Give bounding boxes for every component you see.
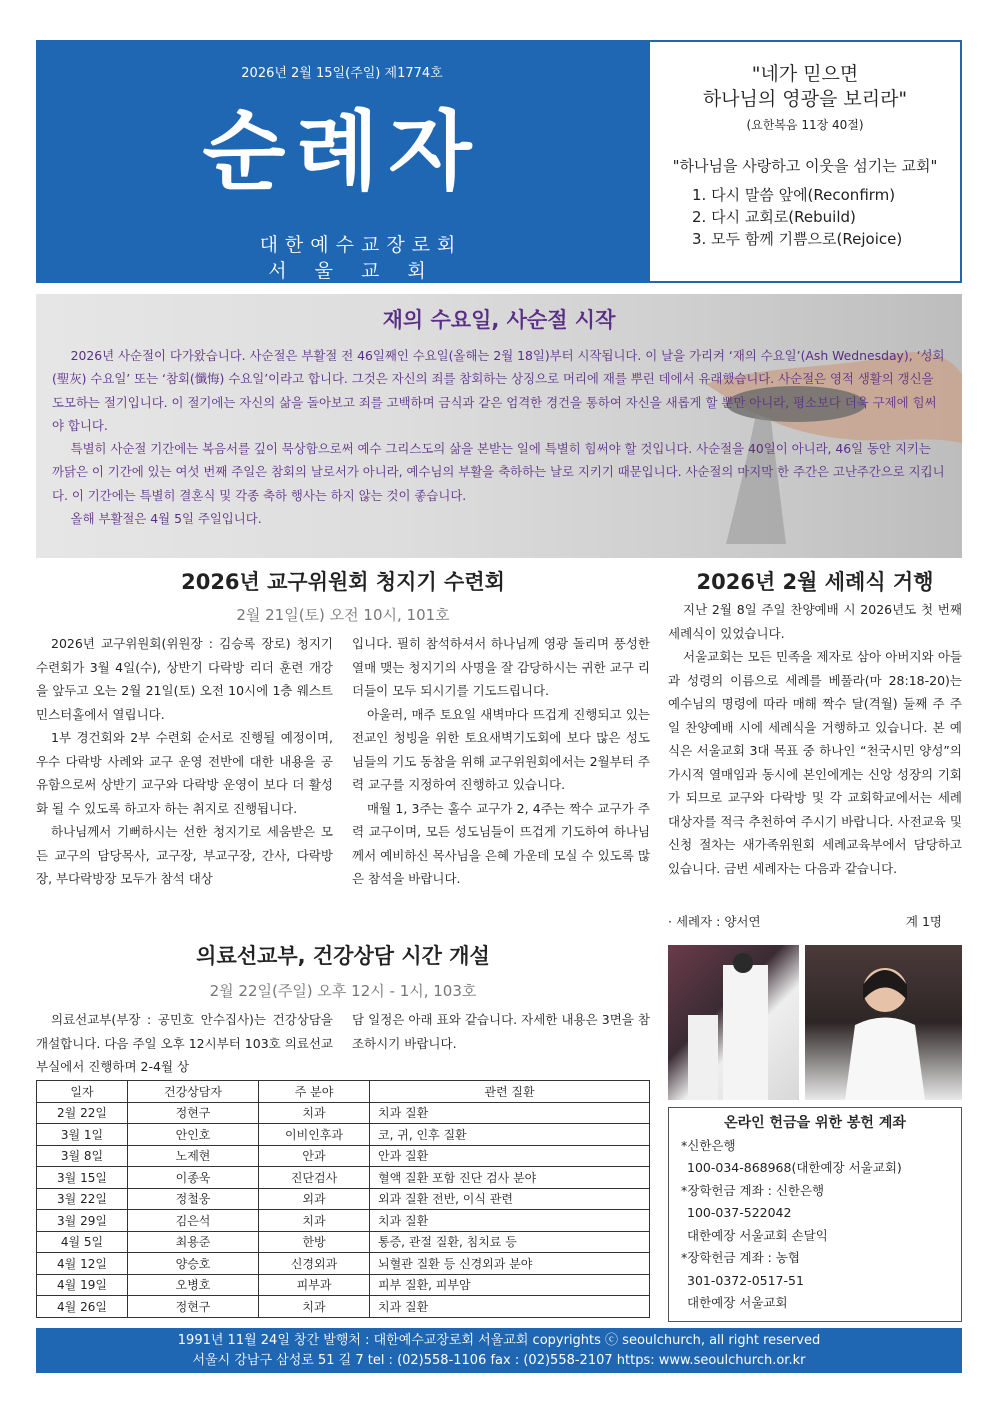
lent-banner	[36, 294, 962, 558]
paragraph: 아울러, 매주 토요일 새벽마다 뜨겁게 진행되고 있는 전교인 청빙을 위한 토요새벽기도회에 보다 많은 성도님들의 기도 동참을 위해 교구위원회에서는 2월부터 주력 교구를 지정하여 진행하고 있습니다.	[352, 706, 650, 792]
offering-line: 대한예장 서울교회	[687, 1295, 788, 1310]
table-cell: 진단검사	[259, 1167, 370, 1189]
paragraph: 지난 2월 8일 주일 찬양예배 시 2026년도 첫 번째 세례식이 있었습니다.	[668, 602, 962, 641]
table-cell: 치과	[259, 1210, 370, 1232]
goals-list	[692, 184, 960, 250]
table-cell: 정현구	[128, 1102, 259, 1124]
table-cell: 피부과	[259, 1274, 370, 1296]
paragraph: 의료선교부(부장 : 공민호 안수집사)는 건강상담을 개설합니다. 다음 주일 오후 12시부터 103호 의료선교부실에서 진행하며 2-4월 상	[36, 1012, 334, 1074]
table-cell: 치과 질환	[370, 1296, 650, 1318]
table-cell: 4월 19일	[37, 1274, 128, 1296]
medical-right-column	[352, 1008, 650, 1055]
table-cell: 안인호	[128, 1124, 259, 1146]
paragraph: 담 일정은 아래 표와 같습니다. 자세한 내용은 3면을 참조하시기 바랍니다.	[352, 1012, 650, 1051]
footer-line: 서울시 강남구 삼성로 51 길 7 tel : (02)558-1106 fax : (02)558-2107 https: www.seoulchurch.or.kr	[192, 1353, 806, 1368]
table-row	[37, 1253, 650, 1275]
retreat-title: 2026년 교구위원회 청지기 수련회	[181, 570, 505, 594]
table-cell: 혈액 질환 포함 진단 검사 분야	[370, 1167, 650, 1189]
retreat-subtitle: 2월 21일(토) 오전 10시, 101호	[236, 606, 450, 624]
medical-subtitle: 2월 22일(주일) 오후 12시 - 1시, 103호	[209, 982, 477, 1000]
newsletter-title: 순례자	[202, 102, 482, 202]
baptism-list	[668, 912, 962, 930]
table-row	[37, 1188, 650, 1210]
table-cell: 안과	[259, 1145, 370, 1167]
table-cell: 양승호	[128, 1253, 259, 1275]
paragraph: 서울교회는 모든 민족을 제자로 삼아 아버지와 아들과 성령의 이름으로 세례를 베풀라(마 28:18-20)는 예수님의 명령에 따라 매해 짝수 달(격월) 둘째 주 주일 찬양예배 시에 세례식을 거행하고 있습니다. 본 예식은 서울교회 3대 목표 중 하나인 “천국시민 양성”의 가시적 열매임과 동시에 본인에게는 신앙 성장의 기회가 되므로 교구와 다락방 및 각 교회학교에서는 세례 대상자를 적극 추천하여 주시기 바랍니다. 사전교육 및 신청 절차는 새가족위원회 세례교육부에서 담당하고 있습니다. 금번 세례자는 다음과 같습니다.	[668, 649, 962, 876]
paragraph: 1부 경건회와 2부 수련회 순서로 진행될 예정이며, 우수 다락방 사례와 교구 운영 전반에 대한 내용을 공유함으로써 상반기 교구와 다락방 운영이 보다 더 활성화 될 수 있도록 하고자 하는 취지로 진행됩니다.	[36, 730, 333, 816]
baptism-total: 계 1명	[905, 914, 942, 929]
verse-box	[648, 40, 962, 283]
table-row	[37, 1274, 650, 1296]
masthead	[36, 40, 648, 283]
banner-body	[52, 344, 946, 530]
offering-line: 301-0372-0517-51	[687, 1272, 804, 1288]
table-cell: 외과 질환 전반, 이식 관련	[370, 1188, 650, 1210]
table-cell: 치과	[259, 1102, 370, 1124]
column-header: 건강상담자	[128, 1081, 259, 1103]
table-row	[37, 1296, 650, 1318]
column-header: 주 분야	[259, 1081, 370, 1103]
banner-title: 재의 수요일, 사순절 시작	[382, 308, 616, 332]
footer-line: 1991년 11월 24일 창간 발행처 : 대한예수교장로회 서울교회 copyrights ⓒ seoulchurch, all right reserved	[177, 1333, 821, 1348]
church-name: 서울교회	[268, 260, 454, 282]
table-cell: 4월 12일	[37, 1253, 128, 1275]
table-cell: 코, 귀, 인후 질환	[370, 1124, 650, 1146]
table-cell: 3월 8일	[37, 1145, 128, 1167]
goal-item: 3. 모두 함께 기쁨으로(Rejoice)	[692, 230, 903, 248]
table-cell: 정현구	[128, 1296, 259, 1318]
table-row	[37, 1124, 650, 1146]
offering-line: *장학헌금 계좌 : 신한은행	[681, 1182, 825, 1198]
baptism-title: 2026년 2월 세례식 거행	[696, 570, 934, 594]
goal-item: 2. 다시 교회로(Rebuild)	[692, 208, 856, 226]
table-cell: 3월 22일	[37, 1188, 128, 1210]
table-cell: 노제현	[128, 1145, 259, 1167]
offering-lines	[669, 1135, 961, 1315]
table-cell: 3월 29일	[37, 1210, 128, 1232]
offering-account-box	[668, 1107, 962, 1322]
table-cell: 4월 5일	[37, 1231, 128, 1253]
footer	[36, 1328, 962, 1373]
table-cell: 정철웅	[128, 1188, 259, 1210]
table-cell: 김은석	[128, 1210, 259, 1232]
column-header: 일자	[37, 1081, 128, 1103]
table-cell: 치과 질환	[370, 1210, 650, 1232]
banner-paragraph: 올해 부활절은 4월 5일 주일입니다.	[70, 511, 262, 527]
paragraph: 매월 1, 3주는 홀수 교구가 2, 4주는 짝수 교구가 주력 교구이며, 모든 성도님들이 뜨겁게 기도하여 하나님께서 예비하신 목사님을 은혜 가운데 모실 수 있도록 많은 참석을 바랍니다.	[352, 800, 650, 886]
table-cell: 3월 15일	[37, 1167, 128, 1189]
column-header: 관련 질환	[370, 1081, 650, 1103]
offering-line: *신한은행	[681, 1137, 736, 1153]
table-cell: 최용준	[128, 1231, 259, 1253]
baptism-name: · 세례자 : 양서연	[668, 914, 761, 929]
table-cell: 신경외과	[259, 1253, 370, 1275]
table-row	[37, 1210, 650, 1232]
table-row	[37, 1102, 650, 1124]
table-cell: 오병호	[128, 1274, 259, 1296]
banner-paragraph: 특별히 사순절 기간에는 복음서를 깊이 묵상함으로써 예수 그리스도의 삶을 본받는 일에 특별히 힘써야 할 것입니다. 사순절을 40일이 아니라, 46일 동안 지키는 까닭은 이 기간에 있는 여섯 번째 주일은 참회의 날로서가 아니라, 예수님의 부활을 축하하는 날로 지키기 때문입니다. 사순절의 마지막 한 주간은 고난주간으로 지킵니다. 이 기간에는 특별히 결혼식 및 각종 축하 행사는 하지 않는 것이 좋습니다.	[52, 441, 945, 503]
offering-title: 온라인 헌금을 위한 봉헌 계좌	[724, 1115, 906, 1131]
scripture-reference: (요한복음 11장 40절)	[746, 118, 864, 132]
retreat-left-column	[36, 632, 333, 932]
table-cell: 2월 22일	[37, 1102, 128, 1124]
table-cell: 4월 26일	[37, 1296, 128, 1318]
table-cell: 피부 질환, 피부암	[370, 1274, 650, 1296]
issue-date: 2026년 2월 15일(주일) 제1774호	[241, 66, 443, 81]
paragraph: 하나님께서 기뻐하시는 선한 청지기로 세움받은 모든 교구의 담당목사, 교구장, 부교구장, 간사, 다락방장, 부다락방장 모두가 참석 대상	[36, 824, 333, 886]
table-row	[37, 1145, 650, 1167]
table-cell: 한방	[259, 1231, 370, 1253]
table-cell: 뇌혈관 질환 등 신경외과 분야	[370, 1253, 650, 1275]
offering-line: 100-034-868968(대한예장 서울교회)	[687, 1160, 902, 1175]
paragraph: 입니다. 필히 참석하셔서 하나님께 영광 돌리며 풍성한 열매 맺는 청지기의 사명을 잘 감당하시는 귀한 교구 리더들이 모두 되시기를 기도드립니다.	[352, 636, 650, 698]
table-row	[37, 1231, 650, 1253]
paragraph: 2026년 교구위원회(위원장 : 김승록 장로) 청지기 수련회가 3월 4일(수), 상반기 다락방 리더 훈련 개강을 앞두고 오는 2월 21일(토) 오전 10시에 1층 웨스트민스터홀에서 열립니다.	[36, 636, 333, 722]
table-cell: 치과 질환	[370, 1102, 650, 1124]
table-cell: 이비인후과	[259, 1124, 370, 1146]
baptism-photo-candidate	[805, 945, 962, 1100]
medical-left-column	[36, 1008, 333, 1079]
church-motto: "하나님을 사랑하고 이웃을 섬기는 교회"	[672, 157, 938, 175]
table-cell: 이종욱	[128, 1167, 259, 1189]
table-cell: 외과	[259, 1188, 370, 1210]
medical-title: 의료선교부, 건강상담 시간 개설	[196, 944, 490, 968]
table-cell: 3월 1일	[37, 1124, 128, 1146]
baptism-body	[668, 598, 962, 908]
offering-line: 100-037-522042	[687, 1205, 792, 1220]
retreat-right-column	[352, 632, 650, 932]
table-cell: 치과	[259, 1296, 370, 1318]
table-cell: 통증, 관절 질환, 침치료 등	[370, 1231, 650, 1253]
table-header-row	[37, 1081, 650, 1103]
banner-paragraph: 2026년 사순절이 다가왔습니다. 사순절은 부활절 전 46일째인 수요일(올해는 2월 18일)부터 시작됩니다. 이 날을 가리켜 ‘재의 수요일’(Ash Wednesday), ‘성회(聖灰) 수요일’ 또는 ‘참회(懺悔) 수요일’이라고 합니다. 그것은 자신의 죄를 참회하는 상징으로 머리에 재를 뿌린 데에서 유래했습니다. 사순절은 영적 생활의 갱신을 도모하는 절기입니다. 이 절기에는 자신의 삶을 돌아보고 죄를 고백하며 금식과 같은 엄격한 경건을 통하여 자신을 새롭게 할 뿐만 아니라, 평소보다 더욱 구제에 힘써야 합니다.	[52, 348, 945, 433]
offering-line: 대한예장 서울교회 손달익	[687, 1227, 828, 1243]
denomination-name: 대한예수교장로회	[259, 234, 463, 256]
scripture-verse: "네가 믿으면 하나님의 영광을 보리라"	[702, 63, 908, 110]
goal-item: 1. 다시 말씀 앞에(Reconfirm)	[692, 186, 896, 204]
table-cell: 안과 질환	[370, 1145, 650, 1167]
consultation-schedule-table	[36, 1080, 650, 1318]
table-body	[37, 1102, 650, 1317]
offering-line: *장학헌금 계좌 : 농협	[681, 1250, 800, 1265]
baptism-photo-ceremony	[668, 945, 799, 1100]
table-row	[37, 1167, 650, 1189]
